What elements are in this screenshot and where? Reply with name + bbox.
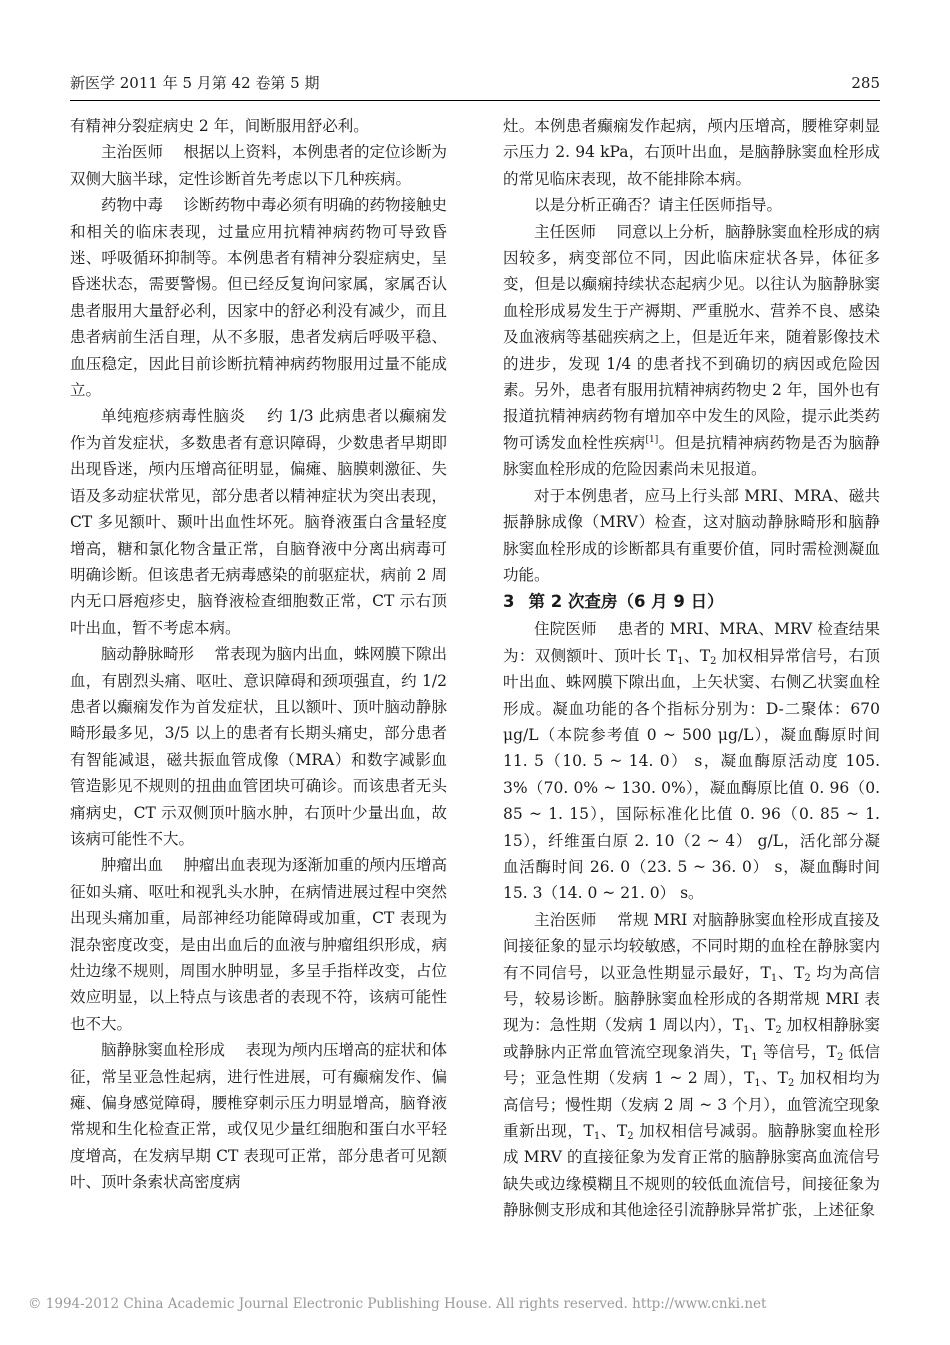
diagnosis-heading: 肿瘤出血 bbox=[101, 856, 164, 875]
right-column bbox=[503, 113, 880, 1224]
paragraph-text: 肿瘤出血表现为逐渐加重的颅内压增高征如头痛、呕吐和视乳头水肿，在病情进展过程中突然出现头痛加重，局部神经功能障碍或加重，CT 表现为混杂密度改变，是由出血后的血液与肿瘤组织形成，病灶边缘不规则，周围水肿明显，多呈手指样改变，占位效应明显，以上特点与该患者的表现不符，该病可能性也不大。 bbox=[70, 856, 447, 1033]
paragraph-text: 、T bbox=[600, 1122, 628, 1141]
subscript: 2 bbox=[710, 655, 717, 667]
paragraph bbox=[70, 403, 447, 641]
paragraph-text: 对于本例患者，应马上行头部 MRI、MRA、磁共振静脉成像（MRV）检查，这对脑动静脉畸形和脑静脉窦血栓形成的诊断都具有重要价值，同时需检测凝血功能。 bbox=[503, 486, 880, 584]
paragraph-text: 加权相均为高信号；慢性期（发病 2 周 ~ 3 个月），血管流空现象重新出现，T bbox=[503, 1069, 880, 1141]
paragraph bbox=[70, 1037, 447, 1195]
subscript: 2 bbox=[787, 1078, 795, 1090]
section-heading bbox=[503, 588, 880, 616]
paragraph bbox=[70, 113, 447, 139]
speaker-label: 主治医师 bbox=[534, 910, 597, 929]
paragraph-text: 患者的 MRI、MRA、MRV 检查结果为：双侧额叶、顶叶长 T bbox=[503, 620, 880, 665]
diagnosis-heading: 脑动静脉畸形 bbox=[101, 645, 195, 664]
paragraph bbox=[503, 616, 880, 906]
subscript: 2 bbox=[836, 1051, 844, 1063]
paragraph-text: 、T bbox=[777, 963, 805, 982]
subscript: 1 bbox=[770, 972, 778, 984]
subscript: 2 bbox=[775, 1025, 782, 1037]
paragraph-text: 低信号；亚急性期（发病 1 ~ 2 周），T bbox=[503, 1042, 880, 1088]
subscript: 1 bbox=[677, 655, 684, 667]
copyright-watermark: © 1994-2012 China Academic Journal Electronic Publishing House. All rights reserved. http://www.cnki.net bbox=[28, 1296, 767, 1312]
paragraph bbox=[503, 192, 880, 218]
paragraph-text: 诊断药物中毒必须有明确的药物接触史和相关的临床表现，过量应用抗精神病药物可导致昏迷、呼吸循环抑制等。本例患者有精神分裂症病史，呈昏迷状态，需要警惕。但已经反复询问家属，家属否认患者服用大量舒必利，因家中的舒必利没有减少，而且患者病前生活自理，从不多服，患者发病后呼吸平稳、血压稳定，因此目前诊断抗精神病药物服用过量不能成立。 bbox=[70, 196, 447, 400]
journal-citation: 新医学 2011 年 5 月第 42 卷第 5 期 bbox=[70, 74, 320, 92]
paragraph-text: 有精神分裂症病史 2 年，间断服用舒必利。 bbox=[70, 117, 369, 135]
diagnosis-heading: 脑静脉窦血栓形成 bbox=[101, 1041, 226, 1060]
subscript: 1 bbox=[593, 1131, 601, 1143]
paragraph bbox=[503, 483, 880, 589]
paragraph bbox=[70, 192, 447, 403]
citation-ref: [1] bbox=[645, 434, 659, 445]
paragraph-text: 均为高信号，较易诊断。脑静脉窦血栓形成的各期常规 MRI 表现为：急性期（发病 1 周以内），T bbox=[503, 963, 881, 1035]
paragraph-text: 等信号，T bbox=[757, 1042, 837, 1061]
paragraph-text: 常表现为脑内出血，蛛网膜下隙出血，有剧烈头痛、呕吐、意识障碍和颈项强直，约 1/2 患者以癫痫发作为首发症状，且以额叶、顶叶脑动静脉畸形最多见，3/5 以上的患者有长期头痛史，部分患者有智能减退，磁共振血管成像（MRA）和数字减影血管造影见不规则的扭曲血管团块可确诊。而该患者无头痛病史，CT 示双侧顶叶脑水肿，右顶叶少量出血，故该病可能性不大。 bbox=[70, 645, 447, 848]
paragraph-text: 、T bbox=[749, 1016, 776, 1035]
diagnosis-heading: 单纯疱疹病毒性脑炎 bbox=[101, 407, 246, 426]
diagnosis-heading: 药物中毒 bbox=[101, 196, 164, 215]
subscript: 2 bbox=[804, 972, 811, 984]
speaker-label: 主治医师 bbox=[101, 143, 164, 162]
paragraph-text: 灶。本例患者癫痫发作起病，颅内压增高，腰椎穿刺显示压力 2. 94 kPa，右顶叶出血，是脑静脉窦血栓形成的常见临床表现，故不能排除本病。 bbox=[503, 117, 880, 188]
paragraph bbox=[70, 641, 447, 852]
paragraph-text: 常规 MRI 对脑静脉窦血栓形成直接及间接征象的显示均较敏感，不同时期的血栓在静脉窦内有不同信号，以亚急性期显示最好，T bbox=[503, 910, 880, 982]
paragraph-text: 根据以上资料，本例患者的定位诊断为双侧大脑半球，定性诊断首先考虑以下几种疾病。 bbox=[70, 143, 447, 188]
paragraph-text: 加权相信号减弱。脑静脉窦血栓形成 MRV 的直接征象为发育正常的脑静脉窦高血流信号缺失或边缘模糊且不规则的较低血流信号，间接征象为静脉侧支形成和其他途径引流静脉异常扩张，上述征象 bbox=[503, 1122, 881, 1220]
paragraph bbox=[503, 113, 880, 192]
paragraph-text: 表现为颅内压增高的症状和体征，常呈亚急性起病，进行性进展，可有癫痫发作、偏瘫、偏身感觉障碍，腰椎穿刺示压力明显增高，脑脊液常规和生化检查正常，或仅见少量红细胞和蛋白水平轻度增高，在发病早期 CT 表现可正常，部分患者可见额叶、顶叶条索状高密度病 bbox=[70, 1041, 447, 1192]
section-title: 第 2 次查房（6 月 9 日） bbox=[528, 592, 724, 612]
subscript: 1 bbox=[754, 1078, 761, 1090]
running-header bbox=[70, 72, 880, 96]
subscript: 2 bbox=[627, 1131, 634, 1143]
paragraph-text: 。但是抗精神病药物是否为脑静脉窦血栓形成的危险因素尚未见报道。 bbox=[503, 433, 880, 479]
page-number: 285 bbox=[851, 74, 880, 92]
paragraph-text: 加权相静脉窦或静脉内正常血管流空现象消失，T bbox=[503, 1016, 880, 1061]
speaker-label: 住院医师 bbox=[534, 620, 597, 639]
paragraph bbox=[70, 852, 447, 1037]
paragraph-text: 约 1/3 此病患者以癫痫发作为首发症状，多数患者有意识障碍，少数患者早期即出现昏迷，颅内压增高征明显，偏瘫、脑膜刺激征、失语及多动症状常见，部分患者以精神症状为突出表现，CT 多见额叶、颞叶出血性坏死。脑脊液蛋白含量轻度增高，糖和氯化物含量正常，自脑脊液中分离出病毒可明确诊断。但该患者无病毒感染的前驱症状，病前 2 周内无口唇疱疹史，脑脊液检查细胞数正常，CT 示右顶叶出血，暂不考虑本病。 bbox=[70, 407, 447, 637]
subscript: 1 bbox=[743, 1025, 750, 1037]
paragraph-text: 以是分析正确否？请主任医师指导。 bbox=[534, 196, 783, 215]
speaker-label: 主任医师 bbox=[534, 222, 597, 241]
paragraph bbox=[70, 139, 447, 192]
left-column bbox=[70, 113, 447, 1196]
paragraph bbox=[503, 907, 880, 1224]
section-number: 3 bbox=[503, 592, 515, 612]
paragraph-text: 、T bbox=[683, 646, 711, 665]
subscript: 1 bbox=[751, 1051, 758, 1063]
paragraph-text: 同意以上分析，脑静脉窦血栓形成的病因较多，病变部位不同，因此临床症状各异，体征多变，但是以癫痫持续状态起病少见。以往认为脑静脉窦血栓形成易发生于产褥期、严重脱水、营养不良、感染及血液病等基础疾病之上，但是近年来，随着影像技术的进步，发现 1/4 的患者找不到确切的病因或危险因素。另外，患者有服用抗精神病药物史 2 年，国外也有报道抗精神病药物有增加卒中发生的风险，提示此类药物可诱发血栓性疾病 bbox=[503, 222, 880, 452]
paragraph-text: 加权相异常信号，右顶叶出血、蛛网膜下隙出血，上矢状窦、右侧乙状窦血栓形成。凝血功能的各个指标分别为：D-二聚体：670 μg/L（本院参考值 0 ~ 500 μg/L），凝血酶原时间 11. 5（10. 5 ~ 14. 0） s，凝血酶原活动度 105. 3%（70. 0% ~ 130. 0%），凝血酶原比值 0. 96（0. 85 ~ 1. 15），国际标准化比值 0. 96（0. 85 ~ 1. 15），纤维蛋白原 2. 10（2 ~ 4） g/L，活化部分凝血活酶时间 26. 0（23. 5 ~ 36. 0） s，凝血酶时间 15. 3（14. 0 ~ 21. 0） s。 bbox=[503, 646, 880, 903]
paragraph-text: 、T bbox=[760, 1069, 788, 1088]
paragraph bbox=[503, 219, 880, 483]
header-rule bbox=[70, 100, 880, 101]
